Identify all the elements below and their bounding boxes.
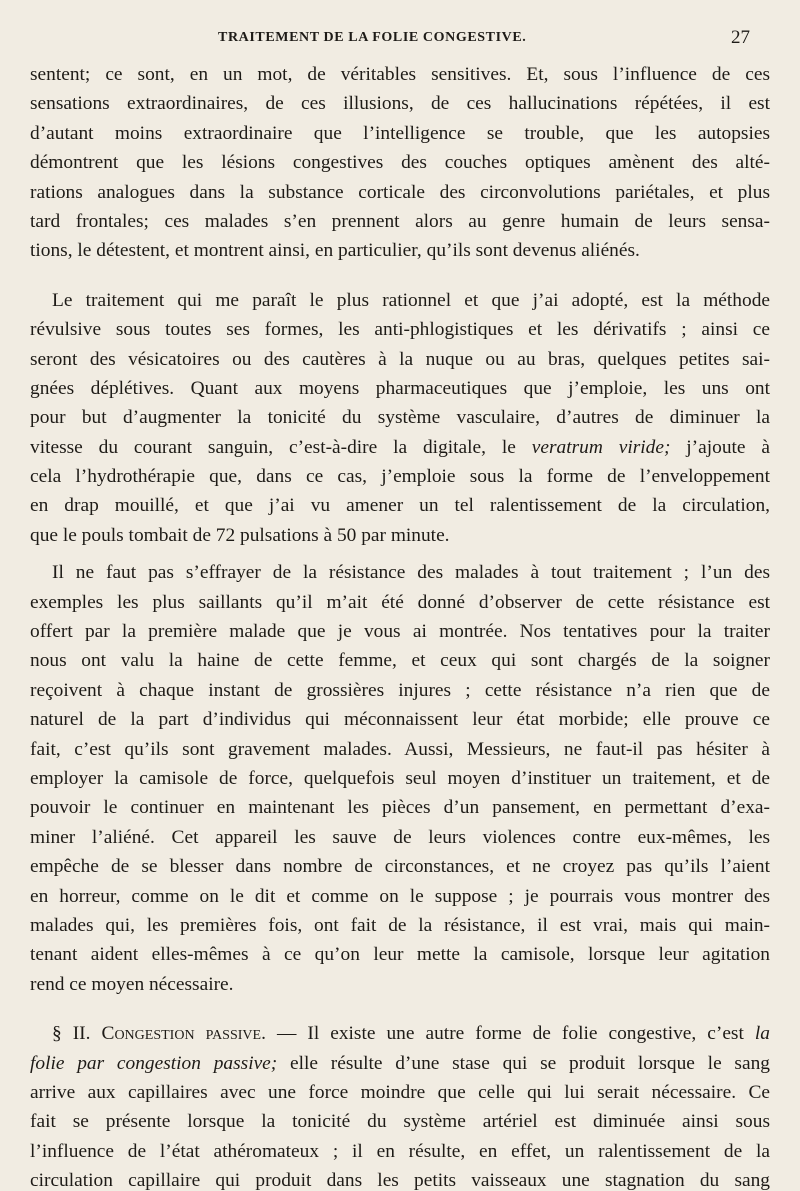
section-2 xyxy=(30,1019,770,1191)
text-line: miner l’aliéné. Cet appareil les sauve de leurs violences contre eux-mêmes, les xyxy=(30,826,770,848)
text-line: gnées déplétives. Quant aux moyens pharmaceutiques que j’emploie, les uns ont xyxy=(30,377,770,399)
paragraph-2 xyxy=(30,286,770,551)
text-line: en drap mouillé, et que j’ai vu amener un tel ralentissement de la circulation, xyxy=(30,495,770,517)
text-line: exemples les plus saillants qu’il m’ait été donné d’observer de cette résistance est xyxy=(30,591,770,613)
text-line: rend ce moyen nécessaire. xyxy=(30,973,234,995)
page-number: 27 xyxy=(731,27,750,48)
text-line: d’autant moins extraordinaire que l’intelligence se trouble, que les autopsies xyxy=(30,122,770,144)
text-line: cela l’hydrothérapie que, dans ce cas, j’emploie sous la forme de l’enveloppement xyxy=(30,466,770,488)
text-line: reçoivent à chaque instant de grossières injures ; cette résistance n’a rien que de xyxy=(30,679,770,701)
text-line: empêche de se blesser dans nombre de circonstances, et ne croyez pas qu’ils l’aient xyxy=(30,856,770,878)
text-line: arrive aux capillaires avec une force moindre que celle qui lui serait nécessaire. Ce xyxy=(30,1081,770,1103)
text-line: l’influence de l’état athéromateux ; il en résulte, en effet, un ralentissement de la xyxy=(30,1140,770,1162)
text-line: révulsive sous toutes ses formes, les anti-phlogistiques et les dérivatifs ; ainsi ce xyxy=(30,319,770,341)
page-header xyxy=(0,27,800,52)
italic-term: veratrum viride; xyxy=(531,436,671,458)
text-line-with-italic xyxy=(30,433,770,462)
section-heading-line xyxy=(30,1019,770,1048)
text-line: tard frontales; ces malades s’en prennent alors au genre humain de leurs sensa- xyxy=(30,210,770,232)
text-line: naturel de la part d’individus qui méconnaissent leur état morbide; elle prouve ce xyxy=(30,709,770,731)
text-line: sensations extraordinaires, de ces illusions, de ces hallucinations répétées, il est xyxy=(30,93,770,115)
italic-term: folie par congestion passive; xyxy=(30,1052,278,1074)
text-line: sentent; ce sont, en un mot, de véritables sensitives. Et, sous l’influence de ces xyxy=(30,64,770,85)
text-line: Le traitement qui me paraît le plus rationnel et que j’ai adopté, est la méthode xyxy=(52,289,770,311)
text-line: pouvoir le continuer en maintenant les pièces d’un pansement, en permettant d’exa- xyxy=(30,797,770,819)
text-line: Il ne faut pas s’effrayer de la résistance des malades à tout traitement ; l’un des xyxy=(52,562,770,584)
running-title: TRAITEMENT DE LA FOLIE CONGESTIVE. xyxy=(218,30,527,45)
text-line: en horreur, comme on le dit et comme on le suppose ; je pourrais vous montrer des xyxy=(30,885,770,907)
text-line: tions, le détestent, et montrent ainsi, en particulier, qu’ils sont devenus aliénés. xyxy=(30,240,640,262)
text-span: vitesse du courant sanguin, c’est-à-dire la digitale, le xyxy=(30,436,516,458)
text-line: pour but d’augmenter la tonicité du système vasculaire, d’autres de diminuer la xyxy=(30,407,770,429)
italic-term: la xyxy=(754,1023,770,1045)
text-line: que le pouls tombait de 72 pulsations à 50 par minute. xyxy=(30,524,450,546)
section-title: Congestion passive. xyxy=(101,1023,266,1045)
text-line: malades qui, les premières fois, ont fait de la résistance, il est vrai, mais qui main- xyxy=(30,914,770,936)
text-line: rations analogues dans la substance corticale des circonvolutions pariétales, et plus xyxy=(30,181,770,203)
text-line: fait, c’est qu’ils sont gravement malades. Aussi, Messieurs, ne faut-il pas hésiter à xyxy=(30,738,770,760)
page-body xyxy=(30,60,770,1191)
text-line: tenant aident elles-mêmes à ce qu’on leur mette la camisole, lorsque leur agitation xyxy=(30,944,770,966)
text-line: offert par la première malade que je vous ai montrée. Nos tentatives pour la traiter xyxy=(30,621,770,643)
text-line-with-italic xyxy=(30,1049,770,1078)
text-line: nous ont valu la haine de cette femme, et ceux qui sont chargés de la soigner xyxy=(30,650,770,672)
paragraph-3 xyxy=(30,558,770,999)
text-line: employer la camisole de force, quelquefois seul moyen d’instituer un traitement, et de xyxy=(30,767,770,789)
text-span: — Il existe une autre forme de folie congestive, c’est xyxy=(276,1023,744,1045)
text-line: fait se présente lorsque la tonicité du système artériel est diminuée ainsi sous xyxy=(30,1111,770,1133)
text-line: seront des vésicatoires ou des cautères à la nuque ou au bras, quelques petites sai- xyxy=(30,348,770,370)
section-mark: § II. xyxy=(52,1023,91,1045)
text-span: j’ajoute à xyxy=(686,436,770,458)
text-span: elle résulte d’une stase qui se produit lorsque le sang xyxy=(290,1052,770,1074)
text-line: démontrent que les lésions congestives des couches optiques amènent des alté- xyxy=(30,152,770,174)
paragraph-1 xyxy=(30,60,770,266)
text-line: circulation capillaire qui produit dans les petits vaisseaux une stagnation du sang xyxy=(30,1170,770,1191)
